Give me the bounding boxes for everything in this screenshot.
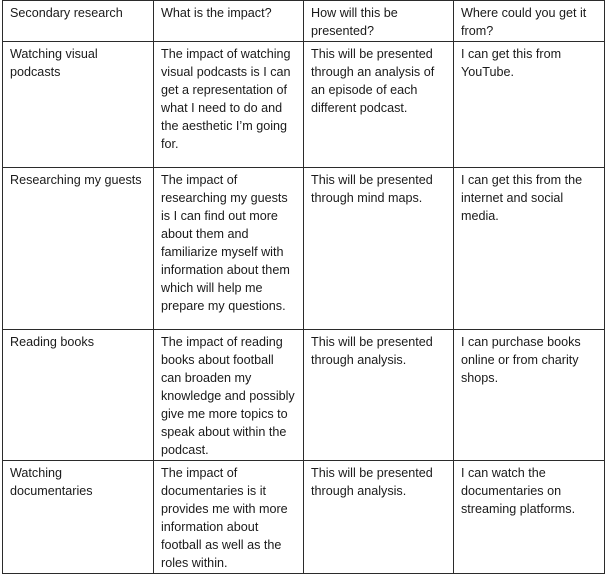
table-cell <box>3 42 154 168</box>
table-cell <box>154 461 304 574</box>
header-label: What is the impact? <box>161 6 272 20</box>
cell-impact: The impact of documentaries is it provides me with more information about football as well as the roles within. <box>161 466 288 570</box>
table-row <box>3 330 605 461</box>
table-cell <box>154 168 304 330</box>
cell-source: I can get this from YouTube. <box>461 47 562 79</box>
table-cell <box>304 42 454 168</box>
table-header-row <box>3 1 605 42</box>
table-cell <box>3 168 154 330</box>
cell-impact: The impact of researching my guests is I can find out more about them and familiarize myself with information about them which will help me prepare my questions. <box>161 173 290 313</box>
table-cell <box>454 168 605 330</box>
cell-presentation: This will be presented through analysis. <box>311 466 433 498</box>
cell-impact: The impact of reading books about football can broaden my knowledge and possibly give me more topics to speak about within the podcast. <box>161 335 295 457</box>
table-cell <box>304 461 454 574</box>
table-cell <box>454 330 605 461</box>
header-cell-source <box>454 1 605 42</box>
table-cell <box>454 461 605 574</box>
cell-research-type: Researching my guests <box>10 173 142 187</box>
header-cell-impact <box>154 1 304 42</box>
table-cell <box>3 330 154 461</box>
header-label: Where could you get it from? <box>461 6 587 38</box>
table-row <box>3 42 605 168</box>
cell-presentation: This will be presented through mind maps. <box>311 173 433 205</box>
table-cell <box>304 330 454 461</box>
table-cell <box>3 461 154 574</box>
table-cell <box>304 168 454 330</box>
cell-source: I can get this from the internet and social media. <box>461 173 583 223</box>
table-row <box>3 461 605 574</box>
cell-presentation: This will be presented through an analysis of an episode of each different podcast. <box>311 47 435 115</box>
header-cell-presented <box>304 1 454 42</box>
cell-research-type: Watching documentaries <box>10 466 93 498</box>
header-cell-secondary-research <box>3 1 154 42</box>
table-cell <box>454 42 605 168</box>
table-cell <box>154 330 304 461</box>
table-cell <box>154 42 304 168</box>
cell-source: I can watch the documentaries on streaming platforms. <box>461 466 576 516</box>
cell-research-type: Watching visual podcasts <box>10 47 98 79</box>
header-label: Secondary research <box>10 6 123 20</box>
header-label: How will this be presented? <box>311 6 398 38</box>
cell-presentation: This will be presented through analysis. <box>311 335 433 367</box>
cell-impact: The impact of watching visual podcasts is I can get a representation of what I need to do and the aesthetic I’m going for. <box>161 47 291 151</box>
research-table <box>2 0 605 574</box>
table-row <box>3 168 605 330</box>
cell-source: I can purchase books online or from charity shops. <box>461 335 581 385</box>
cell-research-type: Reading books <box>10 335 95 349</box>
